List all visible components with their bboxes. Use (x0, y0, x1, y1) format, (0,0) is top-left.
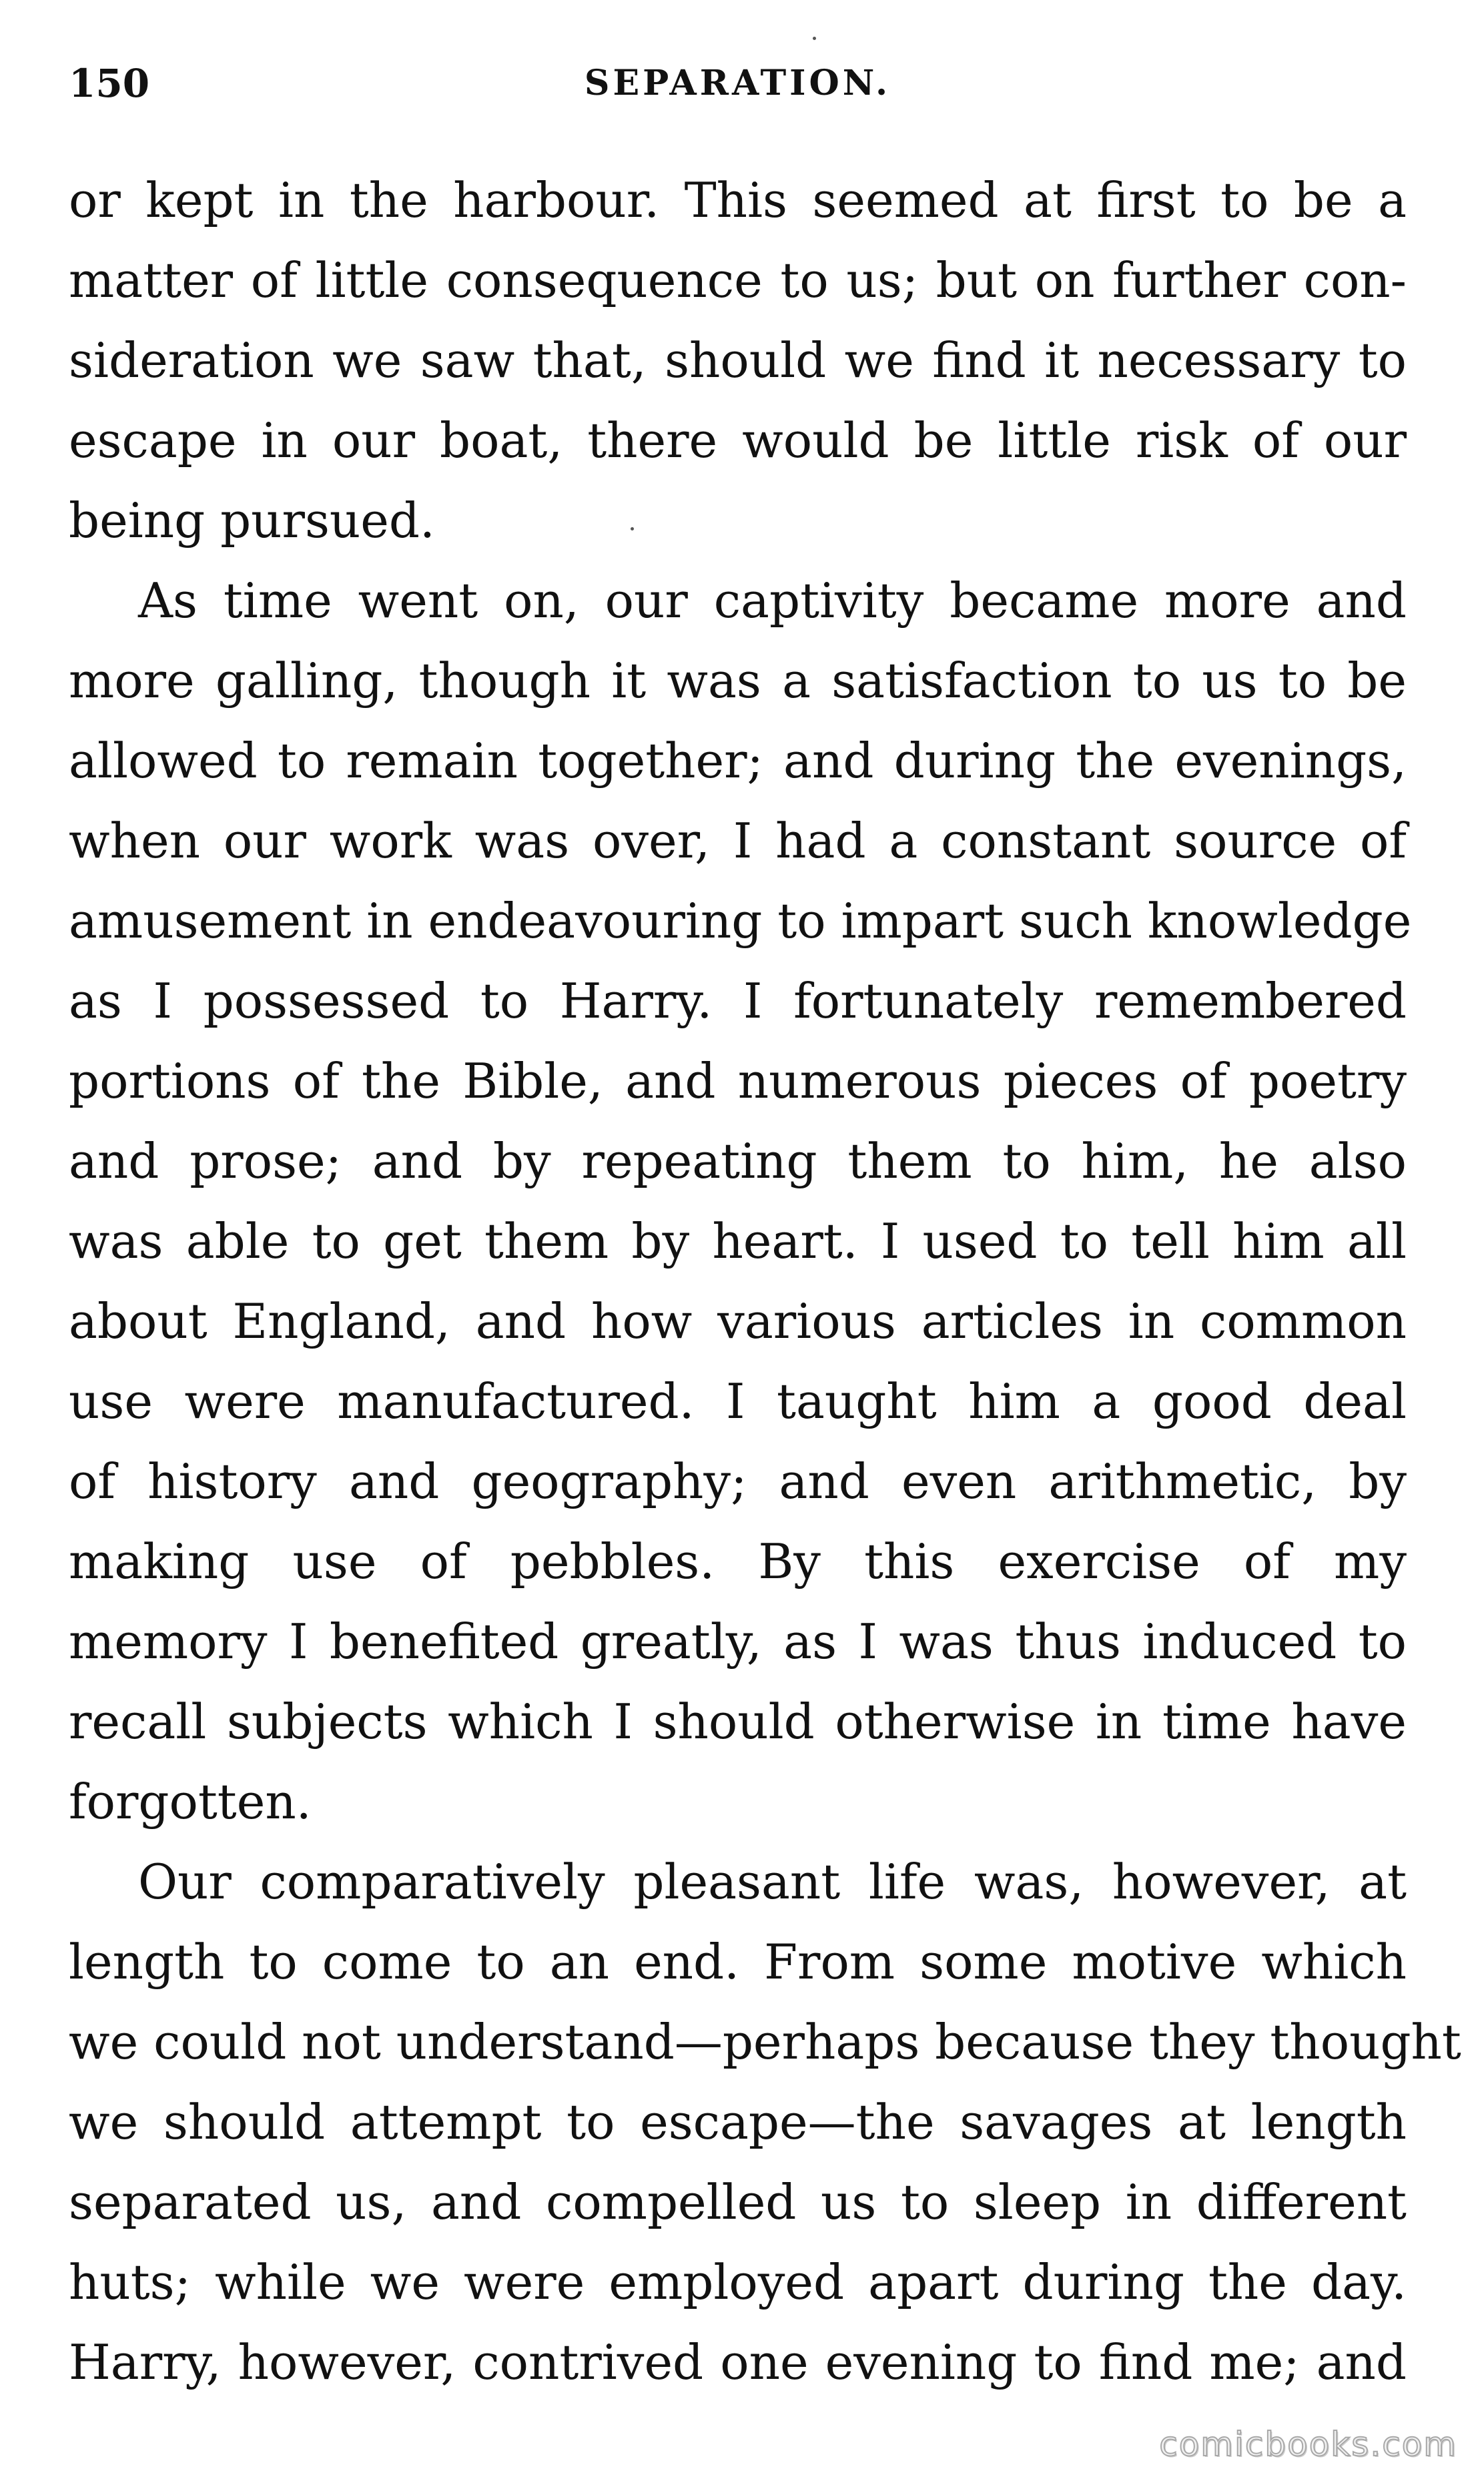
text-line: portions of the Bible, and numerous pieces of poetry (69, 1053, 1407, 1109)
text-line: more galling, though it was a satisfaction to us to be (69, 653, 1407, 709)
text-line: recall subjects which I should otherwise in time have (69, 1694, 1407, 1750)
text-line: Our comparatively pleasant life was, however, at (138, 1854, 1407, 1910)
print-speck (813, 37, 816, 40)
text-line: about England, and how various articles in common (69, 1293, 1407, 1349)
text-line: length to come to an end. From some motive which (69, 1934, 1407, 1990)
text-line: when our work was over, I had a constant source of (69, 813, 1407, 869)
text-line: making use of pebbles. By this exercise of my (69, 1533, 1407, 1589)
text-line: as I possessed to Harry. I fortunately remembered (69, 973, 1407, 1029)
text-line: amusement in endeavouring to impart such knowledge (69, 893, 1412, 949)
running-head: SEPARATION. (584, 63, 891, 103)
text-line: allowed to remain together; and during the evenings, (69, 733, 1407, 789)
page-header (69, 57, 1407, 110)
text-line: Harry, however, contrived one evening to find me; and (69, 2334, 1407, 2390)
text-line: was able to get them by heart. I used to tell him all (69, 1213, 1407, 1269)
text-line: or kept in the harbour. This seemed at first to be a (69, 172, 1407, 228)
text-line: memory I benefited greatly, as I was thus induced to (69, 1614, 1407, 1670)
text-line: and prose; and by repeating them to him, he also (69, 1133, 1407, 1189)
page-number: 150 (69, 61, 150, 106)
text-line: being pursued. (69, 492, 435, 549)
watermark-logo: comicbooks.com (1159, 2425, 1457, 2464)
text-line: matter of little consequence to us; but on further con- (69, 252, 1407, 308)
text-line: use were manufactured. I taught him a good deal (69, 1373, 1407, 1429)
text-line: we could not understand—perhaps because they thought (69, 2014, 1461, 2070)
text-line: escape in our boat, there would be little risk of our (69, 412, 1407, 468)
text-line: As time went on, our captivity became more and (138, 573, 1407, 629)
text-line: huts; while we were employed apart during the day. (69, 2254, 1407, 2310)
text-line: sideration we saw that, should we find it necessary to (69, 332, 1407, 388)
text-line: forgotten. (69, 1774, 312, 1830)
text-line: separated us, and compelled us to sleep in different (69, 2174, 1407, 2230)
text-line: we should attempt to escape—the savages at length (69, 2094, 1407, 2150)
text-line: of history and geography; and even arithmetic, by (69, 1453, 1407, 1509)
